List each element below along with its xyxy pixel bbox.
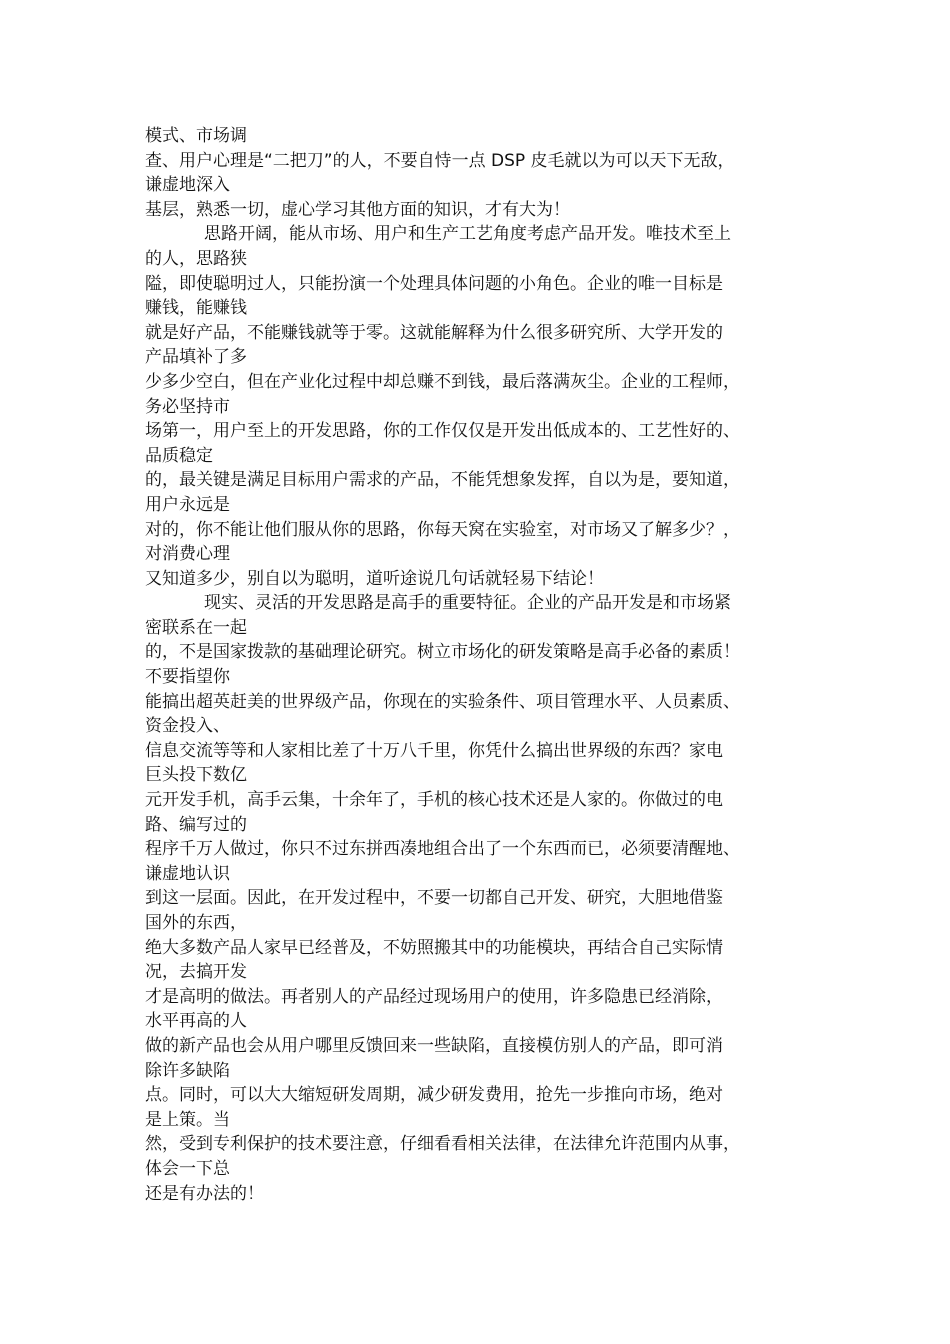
text-line: 资金投入、 — [145, 716, 230, 737]
text-line: 才是高明的做法。再者别人的产品经过现场用户的使用，许多隐患已经消除， — [145, 986, 723, 1007]
text-line: 赚钱，能赚钱 — [145, 298, 247, 319]
text-line: 能搞出超英赶美的世界级产品，你现在的实验条件、项目管理水平、人员素质、 — [145, 691, 740, 712]
text-line: 谦虚地认识 — [145, 863, 230, 884]
text-line: 做的新产品也会从用户哪里反馈回来一些缺陷，直接模仿别人的产品，即可消 — [145, 1035, 723, 1056]
text-line: 绝大多数产品人家早已经普及，不妨照搬其中的功能模块，再结合自己实际情 — [145, 937, 723, 958]
text-line: 体会一下总 — [145, 1158, 230, 1179]
text-line: 的，最关键是满足目标用户需求的产品，不能凭想象发挥，自以为是，要知道， — [145, 470, 740, 491]
text-line: 国外的东西， — [145, 913, 247, 933]
text-line: 还是有办法的！ — [145, 1183, 264, 1204]
text-line: 不要指望你 — [145, 667, 230, 688]
document-page — [145, 124, 835, 1206]
text-line: 又知道多少，别自以为聪明，道听途说几句话就轻易下结论！ — [145, 568, 604, 589]
text-line: 程序千万人做过，你只不过东拼西凑地组合出了一个东西而已，必须要清醒地、 — [145, 839, 740, 860]
text-line: 的，不是国家拨款的基础理论研究。树立市场化的研发策略是高手必备的素质！ — [145, 642, 740, 663]
text-line: 况，去搞开发 — [145, 962, 247, 983]
text-line: 基层，熟悉一切，虚心学习其他方面的知识，才有大为！ — [145, 199, 570, 220]
text-line: 对消费心理 — [145, 544, 230, 565]
text-line: 模式、市场调 — [145, 126, 247, 146]
text-line: 就是好产品，不能赚钱就等于零。这就能解释为什么很多研究所、大学开发的 — [145, 322, 723, 343]
text-line: 然，受到专利保护的技术要注意，仔细看看相关法律，在法律允许范围内从事， — [145, 1134, 740, 1155]
text-line: 产品填补了多 — [145, 347, 247, 368]
text-line: 务必坚持市 — [145, 396, 230, 417]
text-line: 点。同时，可以大大缩短研发周期，减少研发费用，抢先一步推向市场，绝对 — [145, 1085, 723, 1106]
text-line: 到这一层面。因此，在开发过程中，不要一切都自己开发、研究，大胆地借鉴 — [145, 888, 723, 909]
text-line: 隘，即使聪明过人，只能扮演一个处理具体问题的小角色。企业的唯一目标是 — [145, 273, 723, 294]
text-line: 水平再高的人 — [145, 1011, 247, 1032]
text-line: 的人，思路狭 — [145, 248, 247, 269]
text-line: 信息交流等等和人家相比差了十万八千里，你凭什么搞出世界级的东西？家电 — [145, 740, 723, 761]
text-line: 少多少空白，但在产业化过程中却总赚不到钱，最后落满灰尘。企业的工程师， — [145, 371, 740, 392]
text-line: 密联系在一起 — [145, 617, 247, 638]
text-line: 除许多缺陷 — [145, 1060, 230, 1081]
text-line: 谦虚地深入 — [145, 175, 230, 196]
text-line: 品质稳定 — [145, 445, 213, 466]
text-line: 对的，你不能让他们服从你的思路，你每天窝在实验室，对市场又了解多少？， — [145, 519, 740, 540]
paragraph-start-line: 现实、灵活的开发思路是高手的重要特征。企业的产品开发是和市场紧 — [204, 593, 731, 614]
text-line: 元开发手机，高手云集，十余年了，手机的核心技术还是人家的。你做过的电 — [145, 790, 723, 811]
text-line: 巨头投下数亿 — [145, 765, 247, 786]
text-line: 查、用户心理是“二把刀”的人，不要自恃一点 DSP 皮毛就以为可以天下无敌， — [145, 150, 735, 171]
paragraph-start-line: 思路开阔，能从市场、用户和生产工艺角度考虑产品开发。唯技术至上 — [204, 224, 731, 245]
text-line: 路、编写过的 — [145, 814, 247, 835]
text-line: 用户永远是 — [145, 494, 230, 515]
text-line: 场第一，用户至上的开发思路，你的工作仅仅是开发出低成本的、工艺性好的、 — [145, 421, 740, 442]
text-line: 是上策。当 — [145, 1109, 230, 1130]
